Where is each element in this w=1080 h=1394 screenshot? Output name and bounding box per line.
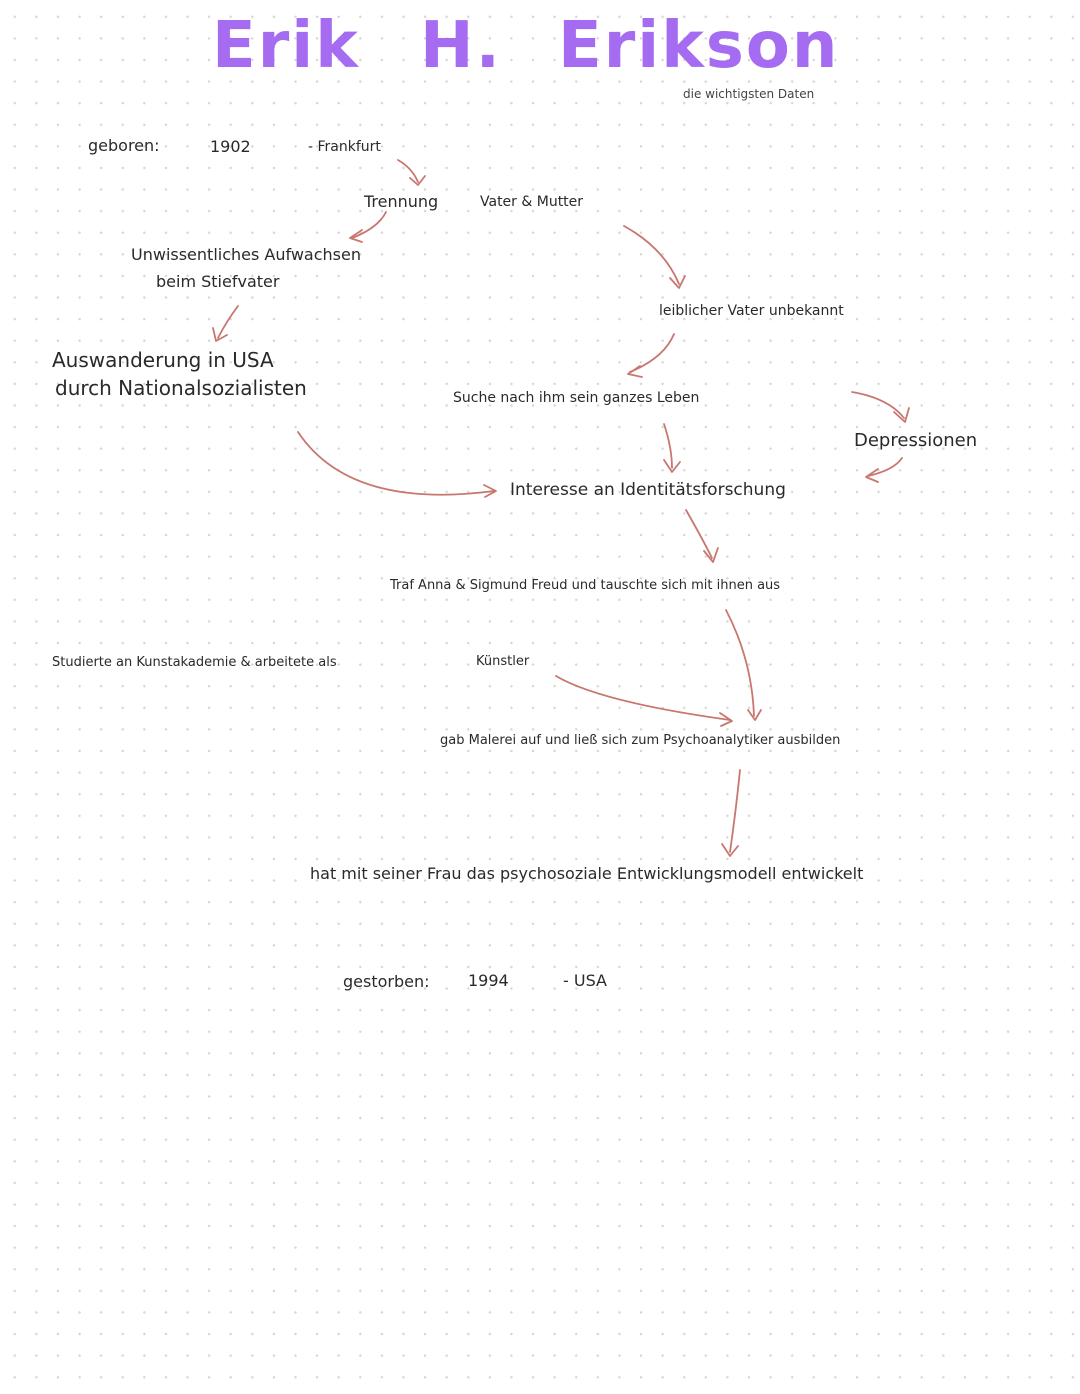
born-place: - Frankfurt <box>308 139 381 155</box>
arrow-trennung-to-stiefvater <box>350 212 386 242</box>
node-depressionen: Depressionen <box>854 430 978 451</box>
arrow-freud-to-psychoanalytiker <box>726 610 761 720</box>
died-place: - USA <box>563 971 607 990</box>
node-gab-malerei: gab Malerei auf und ließ sich zum Psychoanalytiker ausbilden <box>440 733 841 748</box>
arrow-suche-to-depressionen <box>852 392 909 422</box>
node-auswanderung-line2: durch Nationalsozialisten <box>55 376 307 400</box>
arrow-auswanderung-to-interesse <box>298 432 496 497</box>
title-last-name: Erikson <box>558 9 840 83</box>
arrow-kuenstler-to-malerei <box>556 676 732 726</box>
node-auswanderung-line1: Auswanderung in USA <box>52 348 274 372</box>
born-label: geboren: <box>88 136 160 155</box>
node-kuenstler: Künstler <box>476 654 530 669</box>
died-year: 1994 <box>468 971 509 990</box>
node-unwissentlich-line1: Unwissentliches Aufwachsen <box>131 245 361 264</box>
title-initial: H. <box>420 9 502 83</box>
node-suche: Suche nach ihm sein ganzes Leben <box>453 390 700 406</box>
node-trennung: Trennung <box>364 192 439 211</box>
node-unwissentlich-line2: beim Stiefvater <box>156 272 280 291</box>
arrow-vater-mutter-to-leiblicher <box>624 226 685 288</box>
died-label: gestorben: <box>343 972 430 991</box>
title-first-name: Erik <box>212 9 360 83</box>
arrow-interesse-to-freud <box>686 510 718 562</box>
arrow-psychoanalytiker-to-modell <box>722 770 740 856</box>
node-entwicklungsmodell: hat mit seiner Frau das psychosoziale Entwicklungsmodell entwickelt <box>310 864 864 883</box>
node-leiblicher-vater: leiblicher Vater unbekannt <box>659 303 844 319</box>
born-year: 1902 <box>210 137 251 156</box>
arrow-depressionen-to-interesse <box>866 458 902 482</box>
arrow-frankfurt-to-trennung <box>398 160 425 185</box>
node-vater-mutter: Vater & Mutter <box>480 194 584 210</box>
subtitle: die wichtigsten Daten <box>683 87 815 101</box>
node-interesse: Interesse an Identitätsforschung <box>510 480 786 500</box>
node-traf-freud: Traf Anna & Sigmund Freud und tauschte sich mit ihnen aus <box>390 578 781 593</box>
arrow-leiblicher-to-suche <box>628 334 674 377</box>
node-studierte: Studierte an Kunstakademie & arbeitete als <box>52 655 337 670</box>
arrow-suche-to-interesse <box>664 424 680 472</box>
arrow-stiefvater-to-auswanderung <box>213 306 238 341</box>
